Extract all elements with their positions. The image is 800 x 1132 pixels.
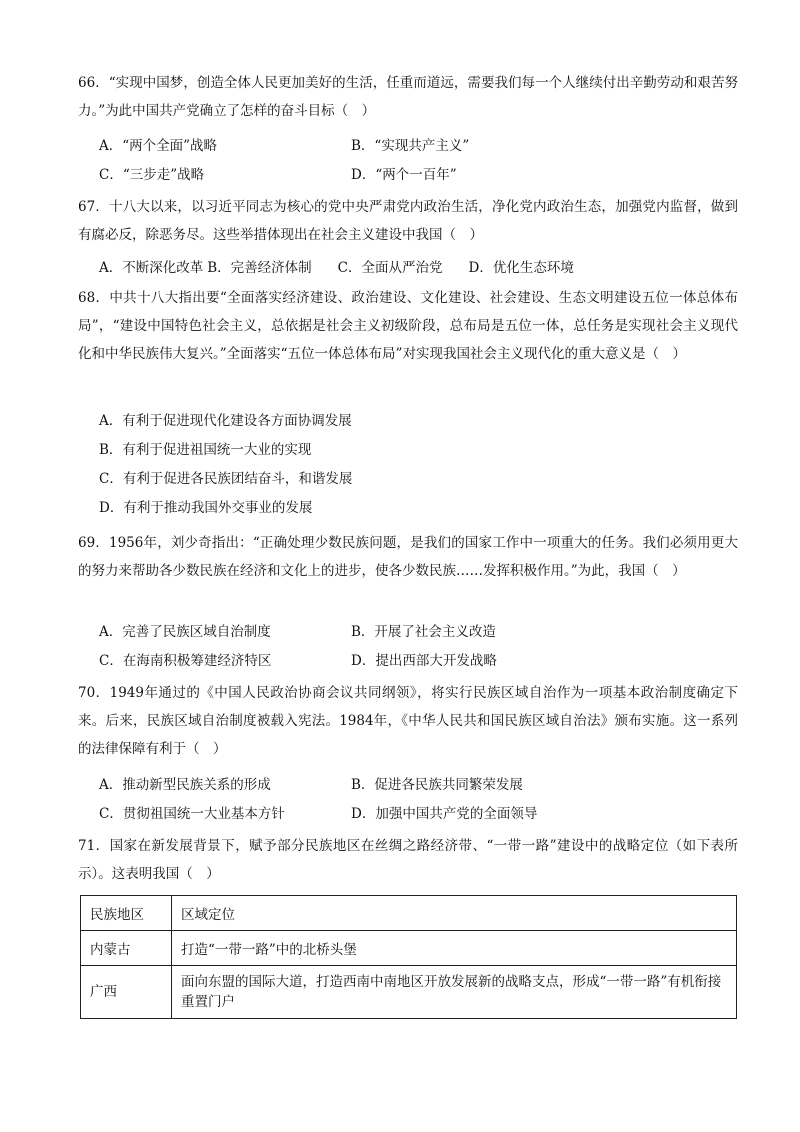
- table-cell: 面向东盟的国际大道，打造西南中南地区开放发展新的战略支点，形成“一带一路”有机衔接重置门户: [172, 966, 737, 1019]
- option-c[interactable]: C．全面从严治党: [337, 260, 443, 276]
- option-a[interactable]: A．有利于促进现代化建设各方面协调发展: [99, 413, 352, 429]
- question-70-stem: 70．1949年通过的《中国人民政治协商会议共同纲领》，将实行民族区域自治作为一项基本政治制度确定下来。后来，民族区域自治制度被载入宪法。1984年，《中华人民共和国民族区域自治法》颁布实施。这一系列的法律保障有利于（ ）: [78, 685, 738, 757]
- option-b[interactable]: B．有利于促进祖国统一大业的实现: [99, 442, 312, 458]
- option-c[interactable]: C．在海南积极筹建经济特区: [99, 653, 272, 669]
- question-67-stem: 67．十八大以来，以习近平同志为核心的党中央严肃党内政治生活，净化党内政治生态，加强党内监督，做到有腐必反，除恶务尽。这些举措体现出在社会主义建设中我国（ ）: [78, 199, 738, 243]
- option-b[interactable]: B．促进各民族共同繁荣发展: [351, 777, 523, 793]
- option-d[interactable]: D．有利于推动我国外交事业的发展: [99, 500, 313, 516]
- option-d[interactable]: D．加强中国共产党的全面领导: [351, 806, 538, 822]
- question-70-options: [99, 771, 739, 829]
- question-71-stem: 71．国家在新发展背景下，赋予部分民族地区在丝绸之路经济带、“一带一路”建设中的战略定位（如下表所示）。这表明我国（ ）: [78, 838, 738, 882]
- question-68-stem: 68．中共十八大指出要“全面落实经济建设、政治建设、文化建设、社会建设、生态文明建设五位一体总体布局”，“建设中国特色社会主义，总依据是社会主义初级阶段，总布局是五位一体，总任务是实现社会主义现代化和中华民族伟大复兴。”全面落实“五位一体总体布局”对实现我国社会主义现代化的重大意义是（ ）: [78, 290, 738, 362]
- table-header-cell: 区域定位: [172, 896, 737, 931]
- option-b[interactable]: B．“实现共产主义”: [351, 138, 470, 154]
- option-c[interactable]: C．贯彻祖国统一大业基本方针: [99, 806, 285, 822]
- option-c[interactable]: C．有利于促进各民族团结奋斗，和谐发展: [99, 471, 353, 487]
- option-a[interactable]: A．不断深化改革: [99, 260, 204, 276]
- question-69-stem: 69．1956年，刘少奇指出：“正确处理少数民族问题，是我们的国家工作中一项重大的任务。我们必须用更大的努力来帮助各少数民族在经济和文化上的进步，使各少数民族……发挥积极作用。”为此，我国（ ）: [78, 535, 738, 579]
- table-row: [81, 966, 737, 1019]
- option-b[interactable]: B．完善经济体制: [207, 260, 312, 276]
- question-66-stem: 66．“实现中国梦，创造全体人民更加美好的生活，任重而道远，需要我们每一个人继续付出辛勤劳动和艰苦努力。”为此中国共产党确立了怎样的奋斗目标（ ）: [78, 75, 738, 119]
- question-68-options: [99, 407, 739, 523]
- table-header-row: [81, 896, 737, 931]
- question-66-options: [99, 132, 739, 190]
- option-d[interactable]: D．“两个一百年”: [351, 167, 457, 183]
- option-a[interactable]: A．“两个全面”战略: [99, 138, 218, 154]
- table-cell: 内蒙古: [81, 931, 172, 966]
- option-c[interactable]: C．“三步走”战略: [99, 167, 205, 183]
- region-positioning-table: [80, 895, 737, 1019]
- option-b[interactable]: B．开展了社会主义改造: [351, 624, 496, 640]
- option-a[interactable]: A．推动新型民族关系的形成: [99, 777, 271, 793]
- table-cell: 广西: [81, 966, 172, 1019]
- question-67-options: [99, 254, 739, 283]
- option-a[interactable]: A．完善了民族区域自治制度: [99, 624, 271, 640]
- question-69-options: [99, 618, 739, 676]
- table-header-cell: 民族地区: [81, 896, 172, 931]
- table-cell: 打造“一带一路”中的北桥头堡: [172, 931, 737, 966]
- option-d[interactable]: D．优化生态环境: [468, 260, 574, 276]
- table-row: [81, 931, 737, 966]
- option-d[interactable]: D．提出西部大开发战略: [351, 653, 497, 669]
